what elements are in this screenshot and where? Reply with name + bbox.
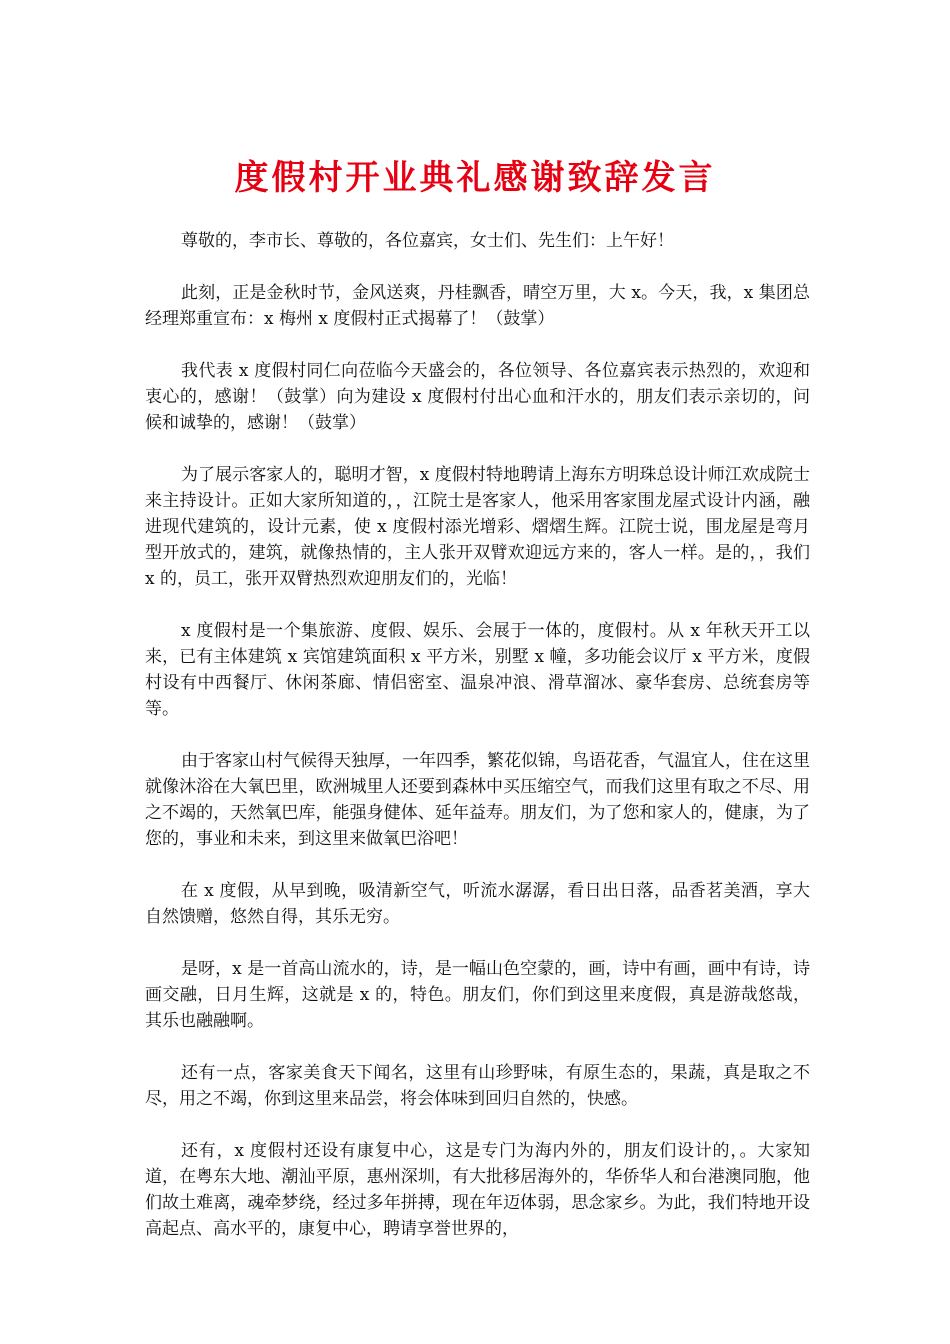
paragraph-design: 为了展示客家人的，聪明才智，x 度假村特地聘请上海东方明珠总设计师江欢成院士来主持设计。正如大家所知道的，，江院士是客家人，他采用客家围龙屋式设计内涵，融进现代建筑的，设计元素，使 x 度假村添光增彩、熠熠生辉。江院士说，围龙屋是弯月型开放式的，建筑，就像热情的，主人张开双臂欢迎远方来的，客人一样。是的，，我们 x 的，员工，张开双臂热烈欢迎朋友们的，光临！	[145, 465, 810, 589]
document-body	[145, 228, 810, 1268]
paragraph-thanks: 我代表 x 度假村同仁向莅临今天盛会的，各位领导、各位嘉宾表示热烈的，欢迎和衷心的，感谢！（鼓掌）向为建设 x 度假村付出心血和汗水的，朋友们表示亲切的，问候和诚挚的，感谢！（鼓掌）	[145, 361, 810, 433]
paragraph-climate: 由于客家山村气候得天独厚，一年四季，繁花似锦，鸟语花香，气温宜人，住在这里就像沐浴在大氧巴里，欧洲城里人还要到森林中买压缩空气，而我们这里有取之不尽、用之不竭的，天然氧巴库，能强身健体、延年益寿。朋友们，为了您和家人的，健康，为了您的，事业和未来，到这里来做氧巴浴吧！	[145, 751, 810, 849]
paragraph-poetry: 是呀，x 是一首高山流水的，诗，是一幅山色空蒙的，画，诗中有画，画中有诗，诗画交融，日月生辉，这就是 x 的，特色。朋友们，你们到这里来度假，真是游哉悠哉，其乐也融融啊。	[145, 959, 810, 1031]
paragraph-cuisine: 还有一点，客家美食天下闻名，这里有山珍野味，有原生态的，果蔬，真是取之不尽，用之不竭，你到这里来品尝，将会体味到回归自然的，快感。	[145, 1063, 810, 1109]
paragraph-greeting: 尊敬的，李市长、尊敬的，各位嘉宾，女士们、先生们：上午好！	[181, 231, 674, 251]
document-title: 度假村开业典礼感谢致辞发言	[234, 158, 716, 198]
paragraph-facilities: x 度假村是一个集旅游、度假、娱乐、会展于一体的，度假村。从 x 年秋天开工以来，已有主体建筑 x 宾馆建筑面积 x 平方米，别墅 x 幢，多功能会议厅 x 平方米，度假村设有中西餐厅、休闲茶廊、情侣密室、温泉冲浪、滑草溜冰、豪华套房、总统套房等等。	[145, 621, 810, 719]
paragraph-rehab-center: 还有，x 度假村还设有康复中心，这是专门为海内外的，朋友们设计的，。大家知道，在粤东大地、潮汕平原，惠州深圳，有大批移居海外的，华侨华人和台港澳同胞，他们故土难离，魂牵梦绕，经过多年拼搏，现在年迈体弱，思念家乡。为此，我们特地开设高起点、高水平的，康复中心，聘请享誉世界的，	[145, 1141, 810, 1239]
paragraph-announcement: 此刻，正是金秋时节，金风送爽，丹桂飘香，晴空万里，大 x。今天，我，x 集团总经理郑重宣布：x 梅州 x 度假村正式揭幕了！（鼓掌）	[145, 283, 810, 329]
paragraph-leisure: 在 x 度假，从早到晚，吸清新空气，听流水潺潺，看日出日落，品香茗美酒，享大自然馈赠，悠然自得，其乐无穷。	[145, 881, 810, 927]
